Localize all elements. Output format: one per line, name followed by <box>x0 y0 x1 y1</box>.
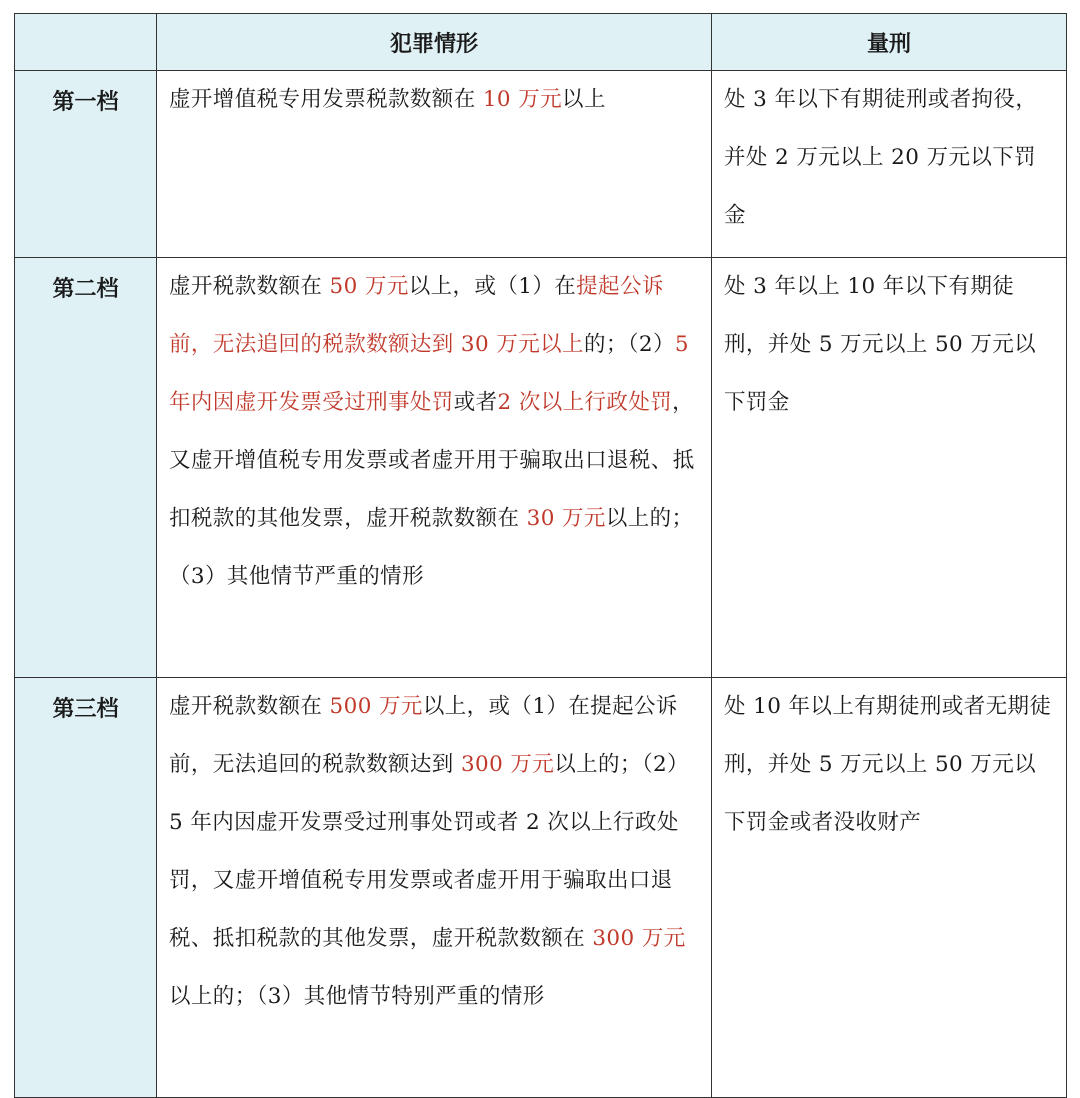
header-crime-circumstance: 犯罪情形 <box>157 14 712 71</box>
sentence-cell <box>712 71 1067 258</box>
crime-text <box>169 678 701 1026</box>
table-row <box>15 678 1067 1098</box>
text-segment: 以上，或（1）在提起公诉前，无法追回的税款数额达到 <box>169 694 678 777</box>
highlighted-text: 2 次以上行政处罚 <box>497 390 673 415</box>
text-segment: 虚开增值税专用发票税款数额在 <box>169 87 483 112</box>
text-segment: 以上的；（3）其他情节严重的情形 <box>169 506 694 589</box>
header-corner-cell <box>15 14 157 71</box>
header-sentencing: 量刑 <box>712 14 1067 71</box>
highlighted-text: 5 年内因虚开发票受过刑事处罚 <box>169 332 689 415</box>
sentence-text: 处 3 年以上 10 年以下有期徒刑，并处 5 万元以上 50 万元以下罚金 <box>724 274 1037 415</box>
crime-cell <box>157 71 712 258</box>
tier-label: 第二档 <box>15 258 157 678</box>
crime-text <box>169 71 701 129</box>
text-segment: ，又虚开增值税专用发票或者虚开用于骗取出口退税、抵扣税款的其他发票，虚开税款数额在 <box>169 390 695 531</box>
sentence-cell <box>712 258 1067 678</box>
sentencing-table-container <box>14 13 1067 1098</box>
text-segment: 以上的；（3）其他情节特别严重的情形 <box>169 984 545 1009</box>
highlighted-text: 500 万元 <box>329 694 423 719</box>
table-header <box>15 14 1067 71</box>
crime-text <box>169 258 701 606</box>
table-body <box>15 71 1067 1098</box>
text-segment: 以上的；（2）5 年内因虚开发票受过刑事处罚或者 2 次以上行政处罚，又虚开增值税专用发票或者虚开用于骗取出口退税、抵扣税款的其他发票，虚开税款数额在 <box>169 752 689 951</box>
sentence-text: 处 10 年以上有期徒刑或者无期徒刑，并处 5 万元以上 50 万元以下罚金或者没收财产 <box>724 694 1052 835</box>
text-segment: 虚开税款数额在 <box>169 274 330 299</box>
text-segment: 以上 <box>562 87 606 112</box>
crime-cell <box>157 258 712 678</box>
crime-cell <box>157 678 712 1098</box>
sentencing-table <box>14 13 1067 1098</box>
sentence-cell <box>712 678 1067 1098</box>
highlighted-text: 10 万元 <box>482 87 563 112</box>
highlighted-text: 300 万元 <box>460 752 555 777</box>
tier-label: 第一档 <box>15 71 157 258</box>
table-row <box>15 258 1067 678</box>
highlighted-text: 30 万元 <box>526 506 606 531</box>
text-segment: 虚开税款数额在 <box>169 694 330 719</box>
text-segment: 或者 <box>453 390 498 415</box>
tier-label: 第三档 <box>15 678 157 1098</box>
text-segment: 以上，或（1）在 <box>408 274 577 299</box>
highlighted-text: 50 万元 <box>329 274 409 299</box>
text-segment: 的；（2） <box>583 332 675 357</box>
header-row <box>15 14 1067 71</box>
table-row <box>15 71 1067 258</box>
highlighted-text: 300 万元 <box>592 926 686 951</box>
sentence-text: 处 3 年以下有期徒刑或者拘役，并处 2 万元以上 20 万元以下罚金 <box>724 87 1038 228</box>
highlighted-text: 提起公诉前，无法追回的税款数额达到 30 万元以上 <box>169 274 664 357</box>
